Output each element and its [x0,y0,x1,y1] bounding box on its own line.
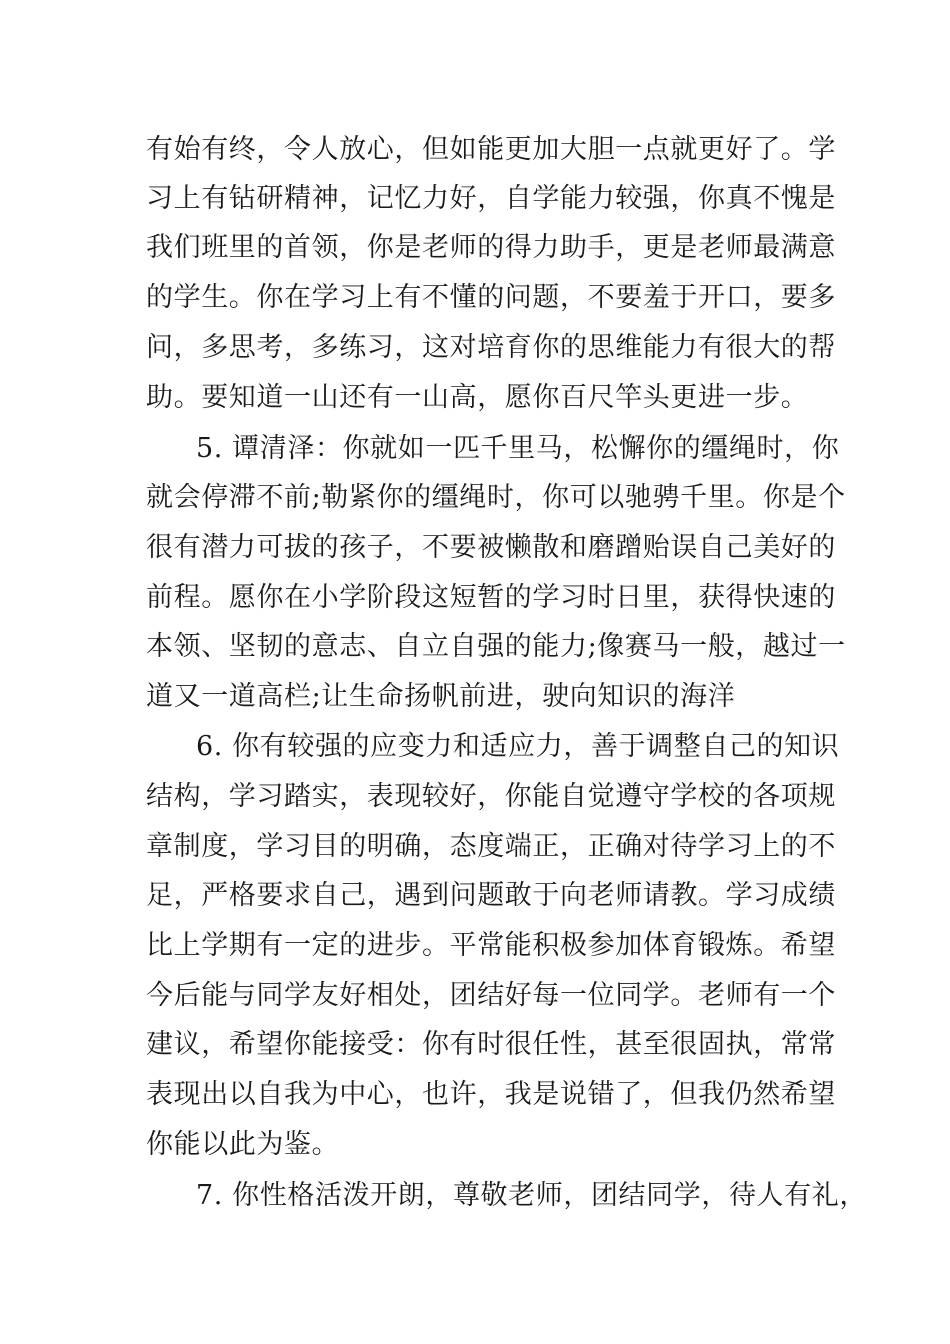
paragraph-5-first-line: 5. 谭清泽：你就如一匹千里马，松懈你的缰绳时，你 [196,433,840,464]
text-line: 建议，希望你能接受：你有时很任性，甚至很固执，常常 [146,1029,836,1060]
paragraph-7-first-line: 7. 你性格活泼开朗，尊敬老师，团结同学，待人有礼， [196,1180,867,1211]
text-line: 足，严格要求自己，遇到问题敢于向老师请教。学习成绩 [146,880,836,911]
text-line: 前程。愿你在小学阶段这短暂的学习时日里，获得快速的 [146,582,836,613]
text-line: 表现出以自我为中心，也许，我是说错了，但我仍然希望 [146,1079,836,1110]
text-line: 问，多思考，多练习，这对培育你的思维能力有很大的帮 [146,332,836,363]
text-line: 结构，学习踏实，表现较好，你能自觉遵守学校的各项规 [146,781,836,812]
text-line: 道又一道高栏;让生命扬帆前进，驶向知识的海洋 [146,681,736,712]
text-line: 就会停滞不前;勒紧你的缰绳时，你可以驰骋千里。你是个 [146,482,846,513]
text-line: 本领、坚韧的意志、自立自强的能力;像赛马一般，越过一 [146,631,846,662]
text-line: 助。要知道一山还有一山高，愿你百尺竿头更进一步。 [146,382,809,413]
paragraph-6-first-line: 6. 你有较强的应变力和适应力，善于调整自己的知识 [196,731,840,762]
text-line: 比上学期有一定的进步。平常能积极参加体育锻炼。希望 [146,930,836,961]
text-line: 我们班里的首领，你是老师的得力助手，更是老师最满意 [146,232,836,263]
text-line: 今后能与同学友好相处，团结好每一位同学。老师有一个 [146,980,836,1011]
text-line: 的学生。你在学习上有不懂的问题，不要羞于开口，要多 [146,282,836,313]
text-line: 章制度，学习目的明确，态度端正，正确对待学习上的不 [146,831,836,862]
text-line: 习上有钻研精神，记忆力好，自学能力较强，你真不愧是 [146,183,836,214]
text-line: 很有潜力可拔的孩子，不要被懒散和磨蹭贻误自己美好的 [146,532,836,563]
text-line: 你能以此为鉴。 [146,1129,340,1160]
text-line: 有始有终，令人放心，但如能更加大胆一点就更好了。学 [146,134,836,165]
